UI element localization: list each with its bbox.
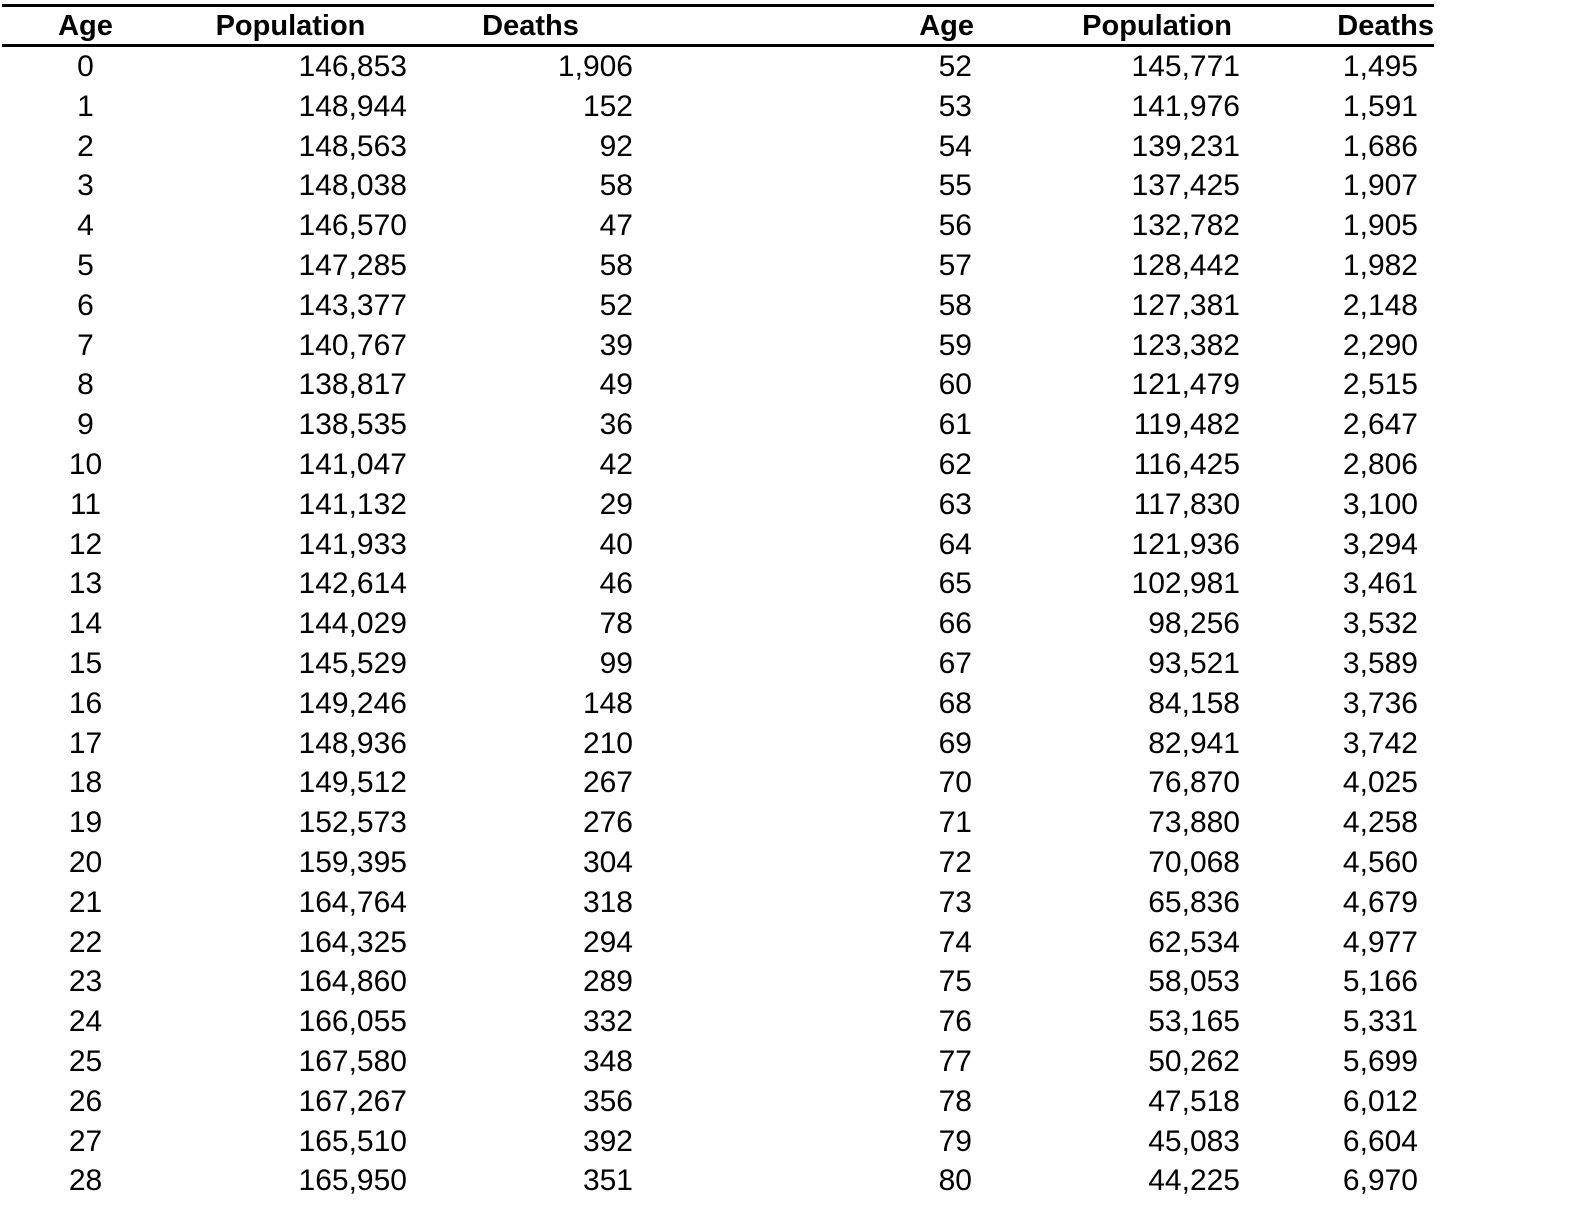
population-cell-right: 128,442	[1131, 248, 1240, 282]
population-cell-right: 62,534	[1148, 925, 1240, 959]
age-cell-left: 4	[77, 209, 94, 243]
deaths-cell-left: 348	[582, 1044, 633, 1078]
population-cell-left: 138,535	[298, 408, 407, 442]
header-age-right: Age	[649, 6, 992, 46]
age-cell-right: 78	[938, 1084, 972, 1118]
deaths-cell-right: 1,905	[1342, 209, 1418, 243]
table-row	[2, 644, 1434, 684]
table-row	[2, 803, 1434, 843]
age-cell-left: 16	[68, 686, 103, 720]
population-cell-left: 164,325	[298, 925, 407, 959]
deaths-cell-left: 267	[582, 766, 633, 800]
population-cell-left: 167,580	[298, 1044, 407, 1078]
table-row	[2, 1002, 1434, 1042]
age-cell-right: 66	[938, 607, 972, 641]
deaths-cell-right: 3,736	[1342, 686, 1418, 720]
age-cell-left: 6	[77, 288, 94, 322]
population-cell-left: 165,950	[298, 1164, 407, 1198]
deaths-cell-right: 4,258	[1342, 806, 1418, 840]
mortality-table	[2, 4, 1434, 1201]
age-cell-right: 70	[938, 766, 972, 800]
age-cell-right: 76	[938, 1005, 972, 1039]
table-row	[2, 843, 1434, 883]
age-cell-left: 28	[68, 1164, 103, 1198]
population-cell-left: 152,573	[298, 806, 407, 840]
deaths-cell-right: 2,148	[1342, 288, 1418, 322]
population-cell-left: 148,936	[298, 726, 407, 760]
age-cell-left: 0	[77, 50, 94, 83]
deaths-cell-left: 42	[599, 447, 633, 481]
population-cell-right: 127,381	[1131, 288, 1240, 322]
age-cell-right: 68	[938, 686, 972, 720]
population-cell-right: 116,425	[1133, 447, 1240, 481]
population-cell-right: 76,870	[1148, 766, 1240, 800]
population-cell-left: 148,944	[298, 89, 407, 123]
table-row	[2, 1042, 1434, 1082]
deaths-cell-left: 92	[599, 129, 633, 163]
deaths-cell-right: 6,604	[1342, 1124, 1418, 1158]
deaths-cell-left: 276	[582, 806, 633, 840]
population-cell-right: 93,521	[1148, 646, 1240, 680]
deaths-cell-left: 351	[582, 1164, 633, 1198]
population-cell-right: 65,836	[1148, 885, 1240, 919]
age-cell-left: 15	[68, 646, 103, 680]
population-cell-left: 166,055	[298, 1005, 407, 1039]
population-cell-left: 142,614	[298, 567, 407, 601]
age-cell-left: 11	[69, 487, 102, 521]
age-cell-left: 25	[68, 1044, 103, 1078]
deaths-cell-left: 78	[599, 607, 633, 641]
deaths-cell-left: 40	[599, 527, 633, 561]
table-row	[2, 1122, 1434, 1162]
deaths-cell-left: 304	[582, 845, 633, 879]
age-cell-right: 73	[938, 885, 972, 919]
age-cell-left: 8	[77, 368, 94, 402]
header-deaths-left: Deaths	[412, 6, 649, 46]
age-cell-right: 60	[938, 368, 972, 402]
population-cell-left: 141,047	[298, 447, 407, 481]
table-row	[2, 923, 1434, 963]
deaths-cell-right: 2,290	[1342, 328, 1418, 362]
deaths-cell-right: 4,977	[1342, 925, 1418, 959]
table-row	[2, 166, 1434, 206]
age-cell-left: 13	[68, 567, 103, 601]
deaths-cell-right: 1,982	[1342, 248, 1418, 282]
age-cell-right: 74	[938, 925, 972, 959]
table-row	[2, 564, 1434, 604]
deaths-cell-right: 6,012	[1342, 1084, 1418, 1118]
deaths-cell-right: 3,532	[1342, 607, 1418, 641]
table-row	[2, 763, 1434, 803]
table-row	[2, 724, 1434, 764]
age-cell-left: 26	[68, 1084, 103, 1118]
age-cell-left: 19	[68, 806, 103, 840]
deaths-cell-left: 332	[582, 1005, 633, 1039]
population-cell-left: 140,767	[298, 328, 407, 362]
deaths-cell-right: 4,025	[1342, 766, 1418, 800]
deaths-cell-left: 47	[599, 209, 633, 243]
population-cell-right: 119,482	[1133, 408, 1240, 442]
age-cell-left: 23	[68, 965, 103, 999]
age-cell-right: 79	[938, 1124, 972, 1158]
population-cell-right: 82,941	[1148, 726, 1240, 760]
deaths-cell-left: 39	[599, 328, 633, 362]
deaths-cell-right: 3,294	[1342, 527, 1418, 561]
deaths-cell-right: 1,907	[1342, 169, 1418, 203]
population-cell-left: 143,377	[298, 288, 407, 322]
population-cell-left: 148,563	[298, 129, 407, 163]
table-row	[2, 604, 1434, 644]
table-header	[2, 6, 1434, 46]
population-cell-left: 145,529	[298, 646, 407, 680]
population-cell-right: 102,981	[1131, 567, 1240, 601]
population-cell-left: 141,933	[298, 527, 407, 561]
population-cell-left: 147,285	[298, 248, 407, 282]
deaths-cell-left: 148	[582, 686, 633, 720]
age-cell-left: 20	[68, 845, 103, 879]
age-cell-right: 56	[938, 209, 972, 243]
deaths-cell-left: 46	[599, 567, 633, 601]
table-row	[2, 1082, 1434, 1122]
age-cell-left: 27	[68, 1124, 103, 1158]
population-cell-right: 44,225	[1148, 1164, 1240, 1198]
age-cell-right: 52	[938, 50, 972, 83]
deaths-cell-left: 152	[582, 89, 633, 123]
population-cell-right: 117,830	[1133, 487, 1240, 521]
age-cell-right: 71	[938, 806, 972, 840]
population-cell-right: 121,479	[1131, 368, 1240, 402]
mortality-table-container	[2, 4, 1434, 1201]
table-row	[2, 206, 1434, 246]
age-cell-right: 53	[938, 89, 972, 123]
age-cell-left: 12	[68, 527, 103, 561]
deaths-cell-right: 5,699	[1342, 1044, 1418, 1078]
deaths-cell-right: 3,461	[1342, 567, 1418, 601]
table-row	[2, 405, 1434, 445]
population-cell-right: 139,231	[1131, 129, 1240, 163]
deaths-cell-right: 5,166	[1342, 965, 1418, 999]
age-cell-right: 67	[938, 646, 972, 680]
header-population-left: Population	[169, 6, 412, 46]
population-cell-left: 144,029	[298, 607, 407, 641]
age-cell-right: 62	[938, 447, 972, 481]
table-row	[2, 684, 1434, 724]
deaths-cell-left: 210	[582, 726, 633, 760]
deaths-cell-right: 1,591	[1342, 89, 1418, 123]
table-row	[2, 127, 1434, 167]
deaths-cell-right: 4,560	[1342, 845, 1418, 879]
table-row	[2, 883, 1434, 923]
age-cell-left: 7	[77, 328, 94, 362]
deaths-cell-left: 99	[599, 646, 633, 680]
header-deaths-right: Deaths	[1242, 6, 1434, 46]
deaths-cell-right: 3,100	[1342, 487, 1418, 521]
age-cell-left: 5	[77, 248, 94, 282]
age-cell-right: 64	[938, 527, 972, 561]
table-row	[2, 246, 1434, 286]
age-cell-right: 65	[938, 567, 972, 601]
age-cell-right: 59	[938, 328, 972, 362]
population-cell-left: 149,512	[298, 766, 407, 800]
age-cell-right: 54	[938, 129, 972, 163]
table-row	[2, 326, 1434, 366]
population-cell-right: 132,782	[1131, 209, 1240, 243]
header-age-left: Age	[2, 6, 169, 46]
deaths-cell-right: 6,970	[1342, 1164, 1418, 1198]
table-row	[2, 87, 1434, 127]
population-cell-right: 70,068	[1148, 845, 1240, 879]
age-cell-left: 24	[68, 1005, 103, 1039]
population-cell-right: 145,771	[1131, 50, 1240, 83]
age-cell-left: 18	[68, 766, 103, 800]
deaths-cell-right: 4,679	[1342, 885, 1418, 919]
population-cell-right: 45,083	[1148, 1124, 1240, 1158]
age-cell-left: 10	[68, 447, 103, 481]
deaths-cell-right: 2,515	[1342, 368, 1418, 402]
deaths-cell-left: 36	[599, 408, 633, 442]
population-cell-left: 149,246	[298, 686, 407, 720]
population-cell-left: 159,395	[298, 845, 407, 879]
age-cell-left: 14	[68, 607, 103, 641]
deaths-cell-left: 318	[582, 885, 633, 919]
deaths-cell-right: 3,589	[1342, 646, 1418, 680]
deaths-cell-left: 289	[582, 965, 633, 999]
population-cell-left: 167,267	[298, 1084, 407, 1118]
age-cell-right: 58	[938, 288, 972, 322]
deaths-cell-left: 58	[599, 248, 633, 282]
population-cell-left: 146,853	[298, 50, 407, 83]
population-cell-left: 146,570	[298, 209, 407, 243]
population-cell-left: 138,817	[298, 368, 407, 402]
population-cell-right: 47,518	[1148, 1084, 1240, 1118]
table-row	[2, 1161, 1434, 1201]
age-cell-right: 72	[938, 845, 972, 879]
age-cell-right: 63	[938, 487, 972, 521]
age-cell-left: 9	[77, 408, 94, 442]
age-cell-right: 75	[938, 965, 972, 999]
population-cell-right: 98,256	[1148, 607, 1240, 641]
deaths-cell-left: 49	[599, 368, 633, 402]
header-population-right: Population	[992, 6, 1242, 46]
population-cell-right: 53,165	[1148, 1005, 1240, 1039]
deaths-cell-left: 356	[582, 1084, 633, 1118]
deaths-cell-left: 58	[599, 169, 633, 203]
age-cell-right: 77	[938, 1044, 972, 1078]
population-cell-right: 137,425	[1131, 169, 1240, 203]
population-cell-right: 50,262	[1148, 1044, 1240, 1078]
population-cell-left: 148,038	[298, 169, 407, 203]
deaths-cell-right: 2,806	[1342, 447, 1418, 481]
deaths-cell-left: 294	[582, 925, 633, 959]
table-row	[2, 46, 1434, 87]
deaths-cell-left: 52	[599, 288, 633, 322]
table-row	[2, 445, 1434, 485]
header-row	[2, 6, 1434, 46]
population-cell-right: 84,158	[1148, 686, 1240, 720]
table-body	[2, 46, 1434, 1202]
population-cell-left: 165,510	[298, 1124, 407, 1158]
age-cell-left: 2	[77, 129, 94, 163]
deaths-cell-right: 1,686	[1342, 129, 1418, 163]
age-cell-right: 69	[938, 726, 972, 760]
deaths-cell-left: 1,906	[557, 50, 633, 83]
age-cell-left: 17	[68, 726, 103, 760]
age-cell-right: 57	[938, 248, 972, 282]
table-row	[2, 365, 1434, 405]
population-cell-left: 164,860	[298, 965, 407, 999]
deaths-cell-left: 392	[582, 1124, 633, 1158]
population-cell-right: 141,976	[1131, 89, 1240, 123]
table-row	[2, 525, 1434, 565]
age-cell-left: 1	[77, 89, 94, 123]
table-row	[2, 962, 1434, 1002]
age-cell-right: 61	[938, 408, 972, 442]
age-cell-right: 80	[938, 1164, 972, 1198]
table-row	[2, 286, 1434, 326]
age-cell-left: 21	[68, 885, 103, 919]
age-cell-left: 3	[77, 169, 94, 203]
age-cell-left: 22	[68, 925, 103, 959]
deaths-cell-right: 1,495	[1342, 50, 1418, 83]
population-cell-right: 58,053	[1148, 965, 1240, 999]
population-cell-left: 164,764	[298, 885, 407, 919]
population-cell-right: 73,880	[1148, 806, 1240, 840]
deaths-cell-right: 5,331	[1342, 1005, 1418, 1039]
population-cell-left: 141,132	[298, 487, 407, 521]
deaths-cell-left: 29	[599, 487, 633, 521]
table-row	[2, 485, 1434, 525]
deaths-cell-right: 2,647	[1342, 408, 1418, 442]
deaths-cell-right: 3,742	[1342, 726, 1418, 760]
age-cell-right: 55	[938, 169, 972, 203]
population-cell-right: 121,936	[1131, 527, 1240, 561]
population-cell-right: 123,382	[1131, 328, 1240, 362]
